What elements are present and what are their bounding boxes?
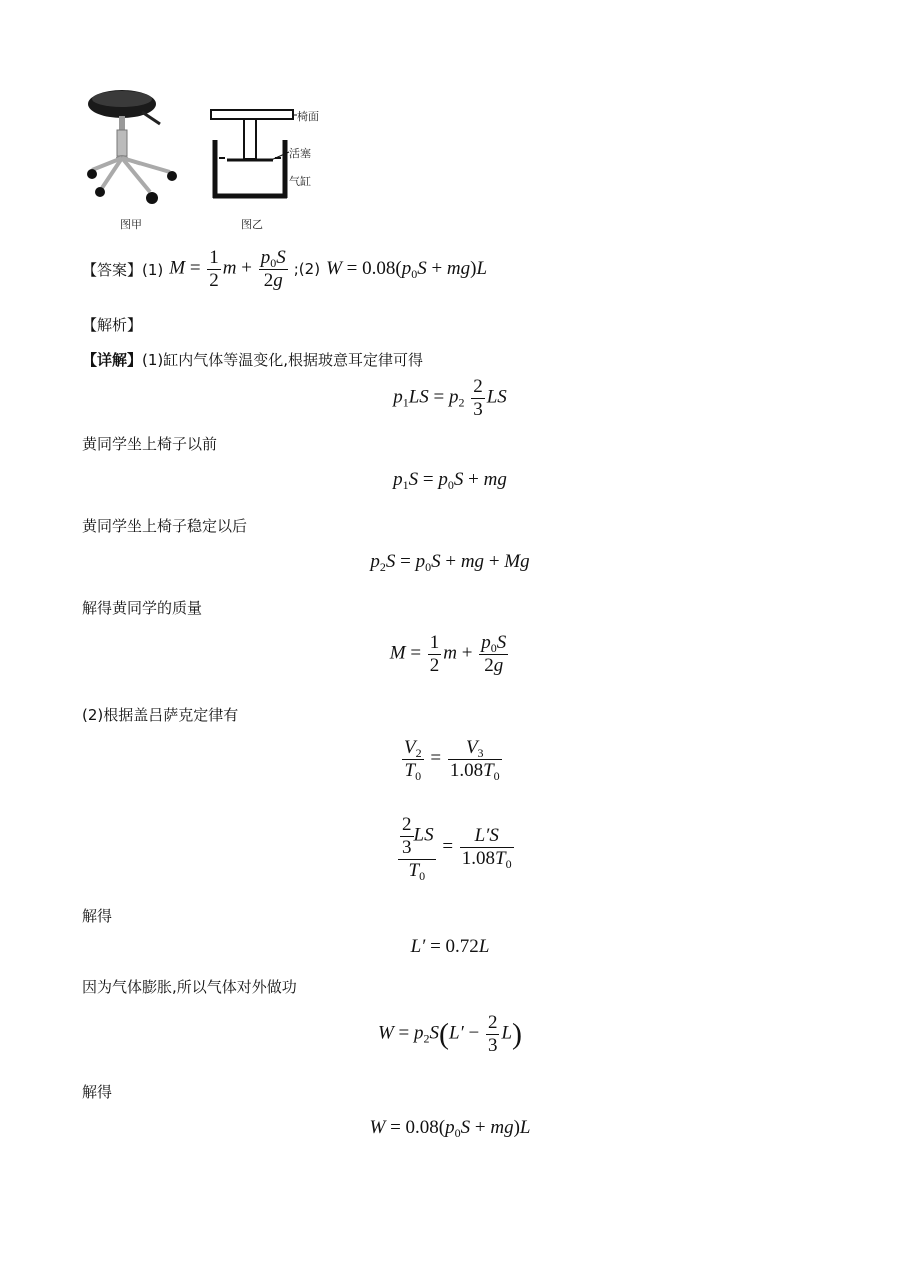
answer-line xyxy=(82,244,487,294)
text-before-sitting: 黄同学坐上椅子以前 xyxy=(82,435,218,453)
formula-result: $W = 0.08(p_0S + mg)L$ xyxy=(369,1117,531,1140)
text-solve-2: 解得 xyxy=(82,1083,113,1101)
text-gas-expands: 因为气体膨胀,所以气体对外做功 xyxy=(82,978,297,996)
caption-figure-a: 图甲 xyxy=(120,218,142,231)
stool-icon xyxy=(80,80,190,210)
caption-figure-b: 图乙 xyxy=(241,218,263,231)
formula-gl2: $\frac{2}{3}$ LS $T_0$ = $\frac{L'S}{1.08T_0}$ xyxy=(396,814,516,882)
text-solve-1: 解得 xyxy=(82,907,113,925)
answer-prefix: 【答案】(1) xyxy=(82,260,164,279)
answer-sep: ;(2) xyxy=(293,260,321,278)
formula-work: $W = p_2S(L'$ − $\frac{2}{3}$ L) xyxy=(377,1012,523,1056)
formula-gl1: $\frac{V_2}{T_0}$ = $\frac{V_3}{1.08T_0}$ xyxy=(404,737,500,783)
formula-mass: M = $\frac{1}{2}$ m + $\frac{p_0S}{2g}$ xyxy=(389,632,507,676)
label-seat: 椅面 xyxy=(297,110,319,123)
answer-eq1: M = $\frac{1}{2}$ m + $\frac{p_0S}{2g}$ xyxy=(169,246,286,291)
detail-prefix: 【详解】 xyxy=(82,351,143,369)
formula-Lprime: L′ = 0.72L xyxy=(410,936,490,957)
text-solve-mass: 解得黄同学的质量 xyxy=(82,599,203,617)
detail-line-1 xyxy=(82,349,423,370)
detail-text-1: (1)缸内气体等温变化,根据玻意耳定律可得 xyxy=(142,351,424,369)
formula-after: $p_2S = p_0S$ + mg + Mg xyxy=(370,551,530,574)
answer-eq2: $W = 0.08(p_0S + mg)L$ xyxy=(326,258,488,281)
text-gay-lussac: (2)根据盖吕萨克定律有 xyxy=(82,706,239,724)
label-cylinder: 气缸 xyxy=(289,175,311,188)
label-piston: 活塞 xyxy=(289,147,311,160)
stool-figure xyxy=(80,80,190,210)
formula-before: $p_1S = p_0S$ + mg xyxy=(393,469,507,492)
formula-boyle: $p_1LS = p_2$ $\frac{2}{3}$ LS xyxy=(393,376,507,420)
text-after-sitting: 黄同学坐上椅子稳定以后 xyxy=(82,517,248,535)
analysis-title: 【解析】 xyxy=(82,316,143,334)
